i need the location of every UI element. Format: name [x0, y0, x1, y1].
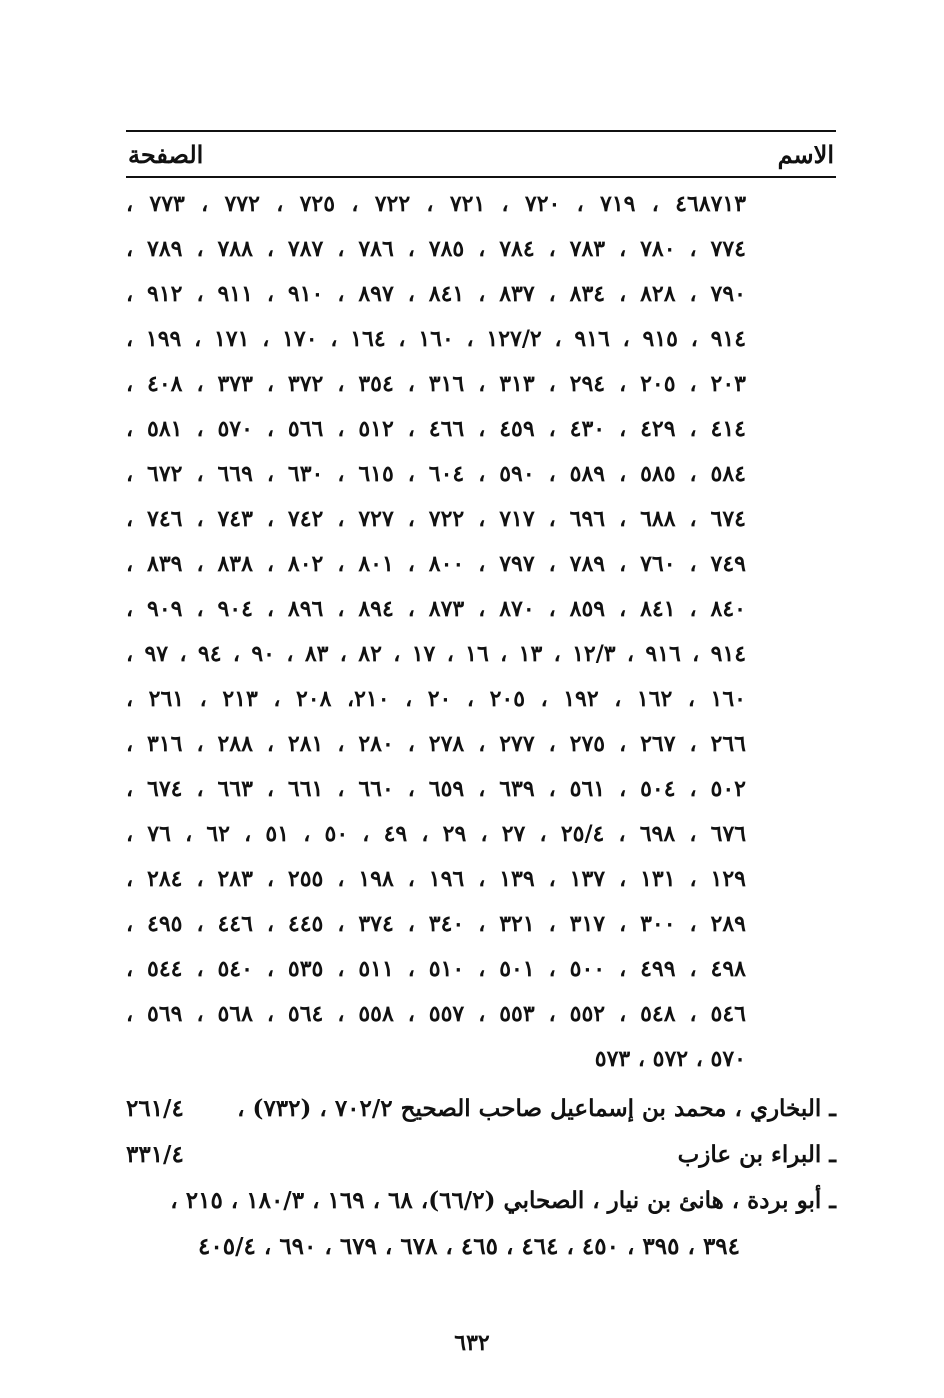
number-line: ٩١٤ ، ٩١٦ ، ١٢/٣ ، ١٣ ، ١٦ ، ١٧ ، ٨٢ ، ٨٣ ، ٩٠ ، ٩٤ ، ٩٧ ،: [126, 641, 746, 667]
index-entry: [126, 1178, 836, 1224]
number-line: ٦٧٦ ، ٦٩٨ ، ٢٥/٤ ، ٢٧ ، ٢٩ ، ٤٩ ، ٥٠ ، ٥١ ، ٦٢ ، ٧٦ ،: [126, 821, 746, 847]
number-line: ٢٦٦ ، ٢٦٧ ، ٢٧٥ ، ٢٧٧ ، ٢٧٨ ، ٢٨٠ ، ٢٨١ ، ٢٨٨ ، ٣١٦ ،: [126, 731, 746, 757]
number-line: ١٢٩ ، ١٣١ ، ١٣٧ ، ١٣٩ ، ١٩٦ ، ١٩٨ ، ٢٥٥ ، ٢٨٣ ، ٢٨٤ ،: [126, 866, 746, 892]
number-line: ٥٤٦ ، ٥٤٨ ، ٥٥٢ ، ٥٥٣ ، ٥٥٧ ، ٥٥٨ ، ٥٦٤ ، ٥٦٨ ، ٥٦٩ ،: [126, 1001, 746, 1027]
number-line: ٩١٤ ، ٩١٥ ، ٩١٦ ، ١٢٧/٢ ، ١٦٠ ، ١٦٤ ، ١٧٠ ، ١٧١ ، ١٩٩ ،: [126, 326, 746, 352]
index-entry-continuation: [126, 1224, 836, 1270]
page-number: ٦٣٢: [454, 1330, 490, 1356]
entry-name: ٣٩٤ ، ٣٩٥ ، ٤٥٠ ، ٤٦٤ ، ٤٦٥ ، ٦٧٨ ، ٦٧٩ ، ٦٩٠ ، ٤٠٥/٤: [198, 1233, 740, 1260]
number-line: ٧٩٠ ، ٨٢٨ ، ٨٣٤ ، ٨٣٧ ، ٨٤١ ، ٨٩٧ ، ٩١٠ ، ٩١١ ، ٩١٢ ،: [126, 281, 746, 307]
number-line: ٧٧٤ ، ٧٨٠ ، ٧٨٣ ، ٧٨٤ ، ٧٨٥ ، ٧٨٦ ، ٧٨٧ ، ٧٨٨ ، ٧٨٩ ،: [126, 236, 746, 262]
number-line: ٤٩٨ ، ٤٩٩ ، ٥٠٠ ، ٥٠١ ، ٥١٠ ، ٥١١ ، ٥٣٥ ، ٥٤٠ ، ٥٤٤ ،: [126, 956, 746, 982]
number-line: ٤١٤ ، ٤٢٩ ، ٤٣٠ ، ٤٥٩ ، ٤٦٦ ، ٥١٢ ، ٥٦٦ ، ٥٧٠ ، ٥٨١ ،: [126, 416, 746, 442]
number-line: ١٦٠ ، ١٦٢ ، ١٩٢ ، ٢٠٥ ، ٢٠ ، ٢١٠، ٢٠٨ ، ٢١٣ ، ٢٦١ ،: [126, 686, 746, 712]
entry-name: ـ أبو بردة ، هانئ بن نيار ، الصحابي (٦٦/٢)، ٦٨ ، ١٦٩ ، ١٨٠/٣ ، ٢١٥ ،: [170, 1187, 836, 1214]
entry-name: ـ البخاري ، محمد بن إسماعيل صاحب الصحيح ٧٠٢/٢ ، (٧٣٢) ،: [237, 1095, 836, 1122]
entry-reference: ٢٦١/٤: [126, 1095, 184, 1122]
number-line: ٤٦٨٧١٣ ، ٧١٩ ، ٧٢٠ ، ٧٢١ ، ٧٢٢ ، ٧٢٥ ، ٧٧٢ ، ٧٧٣ ،: [126, 191, 746, 217]
number-line: ٧٤٩ ، ٧٦٠ ، ٧٨٩ ، ٧٩٧ ، ٨٠٠ ، ٨٠١ ، ٨٠٢ ، ٨٣٨ ، ٨٣٩ ،: [126, 551, 746, 577]
number-line: ٦٧٤ ، ٦٨٨ ، ٦٩٦ ، ٧١٧ ، ٧٢٢ ، ٧٢٧ ، ٧٤٢ ، ٧٤٣ ، ٧٤٦ ،: [126, 506, 746, 532]
index-header: [126, 130, 836, 178]
number-line: ٥٨٤ ، ٥٨٥ ، ٥٨٩ ، ٥٩٠ ، ٦٠٤ ، ٦١٥ ، ٦٣٠ ، ٦٦٩ ، ٦٧٢ ،: [126, 461, 746, 487]
index-entries: [126, 1086, 836, 1270]
number-line: ٥٧٠ ، ٥٧٢ ، ٥٧٣: [594, 1046, 746, 1072]
number-line: ٢٠٣ ، ٢٠٥ ، ٢٩٤ ، ٣١٣ ، ٣١٦ ، ٣٥٤ ، ٣٧٢ ، ٣٧٣ ، ٤٠٨ ،: [126, 371, 746, 397]
number-line: ٨٤٠ ، ٨٤١ ، ٨٥٩ ، ٨٧٠ ، ٨٧٣ ، ٨٩٤ ، ٨٩٦ ، ٩٠٤ ، ٩٠٩ ،: [126, 596, 746, 622]
number-line: ٢٨٩ ، ٣٠٠ ، ٣١٧ ، ٣٢١ ، ٣٤٠ ، ٣٧٤ ، ٤٤٥ ، ٤٤٦ ، ٤٩٥ ،: [126, 911, 746, 937]
name-column-label: الاسم: [777, 140, 834, 169]
entry-name: ـ البراء بن عازب: [677, 1141, 836, 1168]
index-entry: [126, 1132, 836, 1178]
number-line: ٥٠٢ ، ٥٠٤ ، ٥٦١ ، ٦٣٩ ، ٦٥٩ ، ٦٦٠ ، ٦٦١ ، ٦٦٣ ، ٦٧٤ ،: [126, 776, 746, 802]
page-number-list: [126, 182, 746, 1082]
page-column-label: الصفحة: [128, 140, 204, 169]
index-entry: [126, 1086, 836, 1132]
entry-reference: ٣٣١/٤: [126, 1141, 184, 1168]
